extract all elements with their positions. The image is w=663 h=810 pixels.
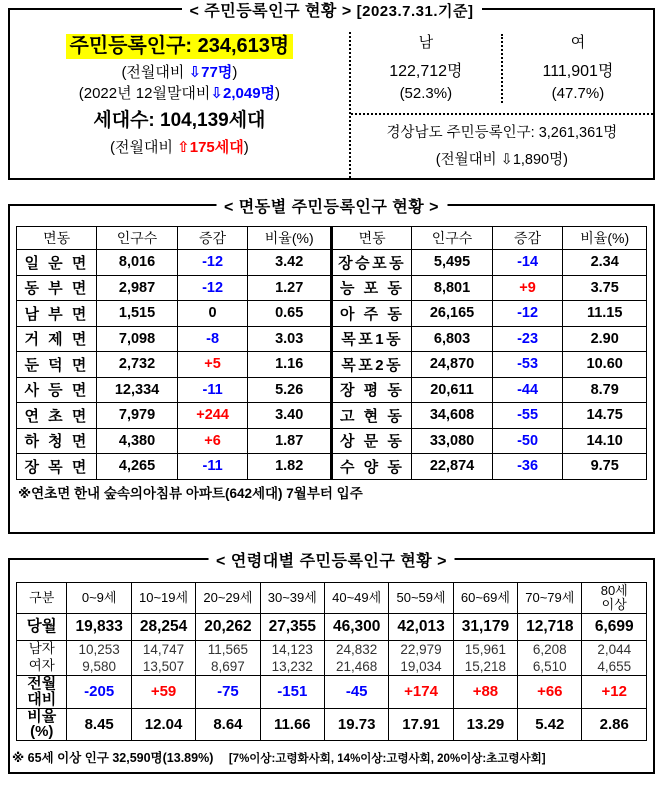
district-ratio-left: 5.26 bbox=[248, 377, 332, 403]
district-change-right: -36 bbox=[492, 454, 563, 480]
prev-month-prefix: (전월대비 bbox=[121, 64, 189, 81]
province-prefix: (전월대비 bbox=[435, 151, 501, 168]
age-female-value: 8,697 bbox=[196, 658, 260, 676]
district-population-left: 8,016 bbox=[97, 250, 177, 276]
district-population-left: 4,265 bbox=[97, 454, 177, 480]
district-population-right: 5,495 bbox=[412, 250, 492, 276]
district-name-left: 남 부 면 bbox=[17, 301, 97, 327]
district-ratio-left: 1.16 bbox=[248, 352, 332, 378]
province-suffix: ) bbox=[563, 151, 568, 168]
header-population-right: 인구수 bbox=[412, 227, 492, 250]
age-row-label-delta-line1: 전월 bbox=[27, 675, 57, 692]
district-name-left: 둔 덕 면 bbox=[17, 352, 97, 378]
district-name-right: 장승포동 bbox=[331, 250, 411, 276]
district-change-right: -14 bbox=[492, 250, 563, 276]
age-male-value: 6,208 bbox=[518, 641, 582, 659]
age-male-value: 10,253 bbox=[67, 641, 131, 659]
age-male-value: 14,747 bbox=[131, 641, 195, 659]
age-delta-value: +88 bbox=[453, 676, 517, 709]
age-delta-value: +12 bbox=[582, 676, 647, 709]
age-row-label-delta bbox=[17, 676, 67, 709]
households-value: 세대수: 104,139세대 bbox=[93, 110, 266, 131]
district-change-right: -50 bbox=[492, 428, 563, 454]
province-prev-month-change bbox=[351, 148, 653, 169]
district-change-left: +5 bbox=[177, 352, 248, 378]
district-change-right: -44 bbox=[492, 377, 563, 403]
male-percent: (52.3%) bbox=[399, 84, 453, 102]
down-arrow-icon: ⇩ bbox=[210, 85, 223, 102]
age-current-value: 46,300 bbox=[324, 614, 388, 641]
age-col-40-49: 40~49세 bbox=[324, 583, 388, 614]
households-suffix: ) bbox=[243, 138, 249, 156]
table-row bbox=[17, 403, 647, 429]
district-population-right: 34,608 bbox=[412, 403, 492, 429]
district-population-right: 22,874 bbox=[412, 454, 492, 480]
age-note-bracket: [7%이상:고령화사회, 14%이상:고령사회, 20%이상:초고령사회] bbox=[228, 753, 546, 765]
district-name-right: 고 현 동 bbox=[331, 403, 411, 429]
age-ratio-value: 2.86 bbox=[582, 708, 647, 741]
age-delta-value: +66 bbox=[518, 676, 582, 709]
district-name-left: 하 청 면 bbox=[17, 428, 97, 454]
age-male-value: 24,832 bbox=[324, 641, 388, 659]
table-row bbox=[17, 352, 647, 378]
header-ratio-right: 비율(%) bbox=[563, 227, 647, 250]
district-name-right: 능 포 동 bbox=[331, 275, 411, 301]
age-male-value: 15,961 bbox=[453, 641, 517, 659]
age-ratio-value: 11.66 bbox=[260, 708, 324, 741]
age-female-value: 9,580 bbox=[67, 658, 131, 676]
age-female-value: 13,507 bbox=[131, 658, 195, 676]
age-delta-value: -75 bbox=[196, 676, 260, 709]
district-name-right: 수 양 동 bbox=[331, 454, 411, 480]
age-current-value: 28,254 bbox=[131, 614, 195, 641]
district-population-left: 7,979 bbox=[97, 403, 177, 429]
age-row-male bbox=[17, 641, 647, 659]
district-ratio-right: 8.79 bbox=[563, 377, 647, 403]
district-ratio-right: 2.34 bbox=[563, 250, 647, 276]
age-ratio-value: 19.73 bbox=[324, 708, 388, 741]
age-col-70-79: 70~79세 bbox=[518, 583, 582, 614]
table-row bbox=[17, 250, 647, 276]
table-row bbox=[17, 301, 647, 327]
district-ratio-left: 1.82 bbox=[248, 454, 332, 480]
households-prev-month-change bbox=[110, 136, 249, 157]
district-population-left: 2,987 bbox=[97, 275, 177, 301]
district-ratio-right: 3.75 bbox=[563, 275, 647, 301]
district-population-left: 4,380 bbox=[97, 428, 177, 454]
district-population-panel bbox=[8, 199, 655, 534]
population-year-end-change bbox=[79, 85, 280, 103]
header-ratio-left: 비율(%) bbox=[248, 227, 332, 250]
age-female-value: 13,232 bbox=[260, 658, 324, 676]
province-population bbox=[351, 113, 653, 169]
male-value: 122,712명 bbox=[389, 62, 463, 80]
header-district-left: 면동 bbox=[17, 227, 97, 250]
table-row bbox=[17, 428, 647, 454]
age-col-10-19: 10~19세 bbox=[131, 583, 195, 614]
district-change-left: -12 bbox=[177, 250, 248, 276]
male-cell bbox=[351, 34, 501, 103]
age-row-label-ratio bbox=[17, 708, 67, 741]
gender-breakdown bbox=[351, 34, 653, 103]
header-change-right: 증감 bbox=[492, 227, 563, 250]
age-current-value: 19,833 bbox=[67, 614, 131, 641]
summary-panel-title bbox=[182, 0, 482, 21]
households-prefix: (전월대비 bbox=[110, 138, 178, 156]
summary-panel bbox=[8, 3, 655, 180]
female-value: 111,901명 bbox=[542, 62, 614, 80]
age-male-value: 11,565 bbox=[196, 641, 260, 659]
age-ratio-value: 12.04 bbox=[131, 708, 195, 741]
district-change-left: +244 bbox=[177, 403, 248, 429]
age-ratio-value: 8.45 bbox=[67, 708, 131, 741]
district-change-right: -12 bbox=[492, 301, 563, 327]
prev-month-value: 77명 bbox=[201, 64, 233, 81]
age-panel-title: < 연령대별 주민등록인구 현황 > bbox=[208, 548, 455, 571]
year-end-suffix: ) bbox=[275, 85, 281, 102]
district-change-left: 0 bbox=[177, 301, 248, 327]
district-change-left: +6 bbox=[177, 428, 248, 454]
age-col-80-plus bbox=[582, 583, 647, 614]
district-ratio-right: 10.60 bbox=[563, 352, 647, 378]
district-ratio-left: 3.03 bbox=[248, 326, 332, 352]
district-population-right: 26,165 bbox=[412, 301, 492, 327]
district-population-right: 24,870 bbox=[412, 352, 492, 378]
district-change-left: -12 bbox=[177, 275, 248, 301]
district-ratio-right: 11.15 bbox=[563, 301, 647, 327]
age-corner-label: 구분 bbox=[17, 583, 67, 614]
district-name-right: 장 평 동 bbox=[331, 377, 411, 403]
female-cell bbox=[501, 34, 653, 103]
district-name-left: 연 초 면 bbox=[17, 403, 97, 429]
age-ratio-value: 8.64 bbox=[196, 708, 260, 741]
district-change-left: -11 bbox=[177, 454, 248, 480]
age-female-value: 15,218 bbox=[453, 658, 517, 676]
summary-title-text: < 주민등록인구 현황 > bbox=[189, 3, 352, 20]
age-delta-value: -45 bbox=[324, 676, 388, 709]
district-population-right: 20,611 bbox=[412, 377, 492, 403]
district-name-left: 거 제 면 bbox=[17, 326, 97, 352]
age-note-main: ※ 65세 이상 인구 32,590명(13.89%) bbox=[12, 751, 214, 765]
age-female-value: 4,655 bbox=[582, 658, 647, 676]
district-population-right: 8,801 bbox=[412, 275, 492, 301]
district-ratio-right: 14.10 bbox=[563, 428, 647, 454]
district-population-left: 12,334 bbox=[97, 377, 177, 403]
district-ratio-right: 14.75 bbox=[563, 403, 647, 429]
district-ratio-left: 3.40 bbox=[248, 403, 332, 429]
age-col-50-59: 50~59세 bbox=[389, 583, 453, 614]
district-panel-title: < 면동별 주민등록인구 현황 > bbox=[216, 194, 447, 217]
district-name-right: 목포1동 bbox=[331, 326, 411, 352]
district-population-left: 2,732 bbox=[97, 352, 177, 378]
up-arrow-icon: ⇧ bbox=[177, 138, 190, 156]
year-end-prefix: (2022년 12월말대비 bbox=[78, 85, 211, 102]
district-name-left: 일 운 면 bbox=[17, 250, 97, 276]
district-name-left: 장 목 면 bbox=[17, 454, 97, 480]
district-change-left: -8 bbox=[177, 326, 248, 352]
header-change-left: 증감 bbox=[177, 227, 248, 250]
age-col-20-29: 20~29세 bbox=[196, 583, 260, 614]
age-group-population-table bbox=[16, 582, 647, 741]
female-label: 여 bbox=[570, 34, 586, 51]
district-population-table bbox=[16, 226, 647, 480]
age-row-label-current: 당월 bbox=[17, 614, 67, 641]
population-prev-month-change bbox=[121, 64, 237, 82]
district-name-right: 아 주 동 bbox=[331, 301, 411, 327]
district-ratio-left: 1.27 bbox=[248, 275, 332, 301]
down-arrow-icon: ⇩ bbox=[500, 151, 513, 168]
district-ratio-left: 0.65 bbox=[248, 301, 332, 327]
age-male-value: 22,979 bbox=[389, 641, 453, 659]
age-col-80-plus-line1: 80세 bbox=[600, 583, 628, 599]
summary-left-column bbox=[10, 32, 351, 178]
district-name-right: 상 문 동 bbox=[331, 428, 411, 454]
province-population-value: 경상남도 주민등록인구: 3,261,361명 bbox=[386, 124, 618, 141]
age-row-label-ratio-line2: (%) bbox=[30, 723, 54, 741]
age-table-note bbox=[10, 748, 653, 766]
age-male-value: 2,044 bbox=[582, 641, 647, 659]
table-header-row bbox=[17, 227, 647, 250]
district-ratio-right: 2.90 bbox=[563, 326, 647, 352]
age-row-label-female: 여자 bbox=[17, 658, 67, 676]
age-delta-value: +59 bbox=[131, 676, 195, 709]
households-change-value: 175세대 bbox=[189, 138, 244, 156]
district-ratio-left: 3.42 bbox=[248, 250, 332, 276]
age-row-label-ratio-line1: 비율 bbox=[27, 707, 57, 725]
age-current-value: 42,013 bbox=[389, 614, 453, 641]
age-ratio-value: 5.42 bbox=[518, 708, 582, 741]
age-ratio-value: 17.91 bbox=[389, 708, 453, 741]
age-female-value: 21,468 bbox=[324, 658, 388, 676]
age-col-0-9: 0~9세 bbox=[67, 583, 131, 614]
table-row bbox=[17, 326, 647, 352]
district-name-right: 목포2동 bbox=[331, 352, 411, 378]
table-row bbox=[17, 454, 647, 480]
age-current-value: 31,179 bbox=[453, 614, 517, 641]
male-label: 남 bbox=[418, 34, 434, 51]
age-col-30-39: 30~39세 bbox=[260, 583, 324, 614]
district-change-right: -53 bbox=[492, 352, 563, 378]
header-district-right: 면동 bbox=[331, 227, 411, 250]
age-ratio-value: 13.29 bbox=[453, 708, 517, 741]
age-current-value: 12,718 bbox=[518, 614, 582, 641]
age-row-label-delta-line2: 대비 bbox=[27, 690, 57, 708]
header-population-left: 인구수 bbox=[97, 227, 177, 250]
district-name-left: 사 등 면 bbox=[17, 377, 97, 403]
district-population-left: 7,098 bbox=[97, 326, 177, 352]
summary-date-note: [2023.7.31.기준] bbox=[356, 3, 474, 20]
age-delta-value: +174 bbox=[389, 676, 453, 709]
age-male-value: 14,123 bbox=[260, 641, 324, 659]
district-change-right: -23 bbox=[492, 326, 563, 352]
district-change-right: +9 bbox=[492, 275, 563, 301]
down-arrow-icon: ⇩ bbox=[188, 64, 202, 81]
age-delta-value: -151 bbox=[260, 676, 324, 709]
age-col-60-69: 60~69세 bbox=[453, 583, 517, 614]
age-female-value: 6,510 bbox=[518, 658, 582, 676]
district-ratio-right: 9.75 bbox=[563, 454, 647, 480]
female-percent: (47.7%) bbox=[551, 84, 605, 102]
prev-month-suffix: ) bbox=[232, 64, 238, 81]
age-row-delta bbox=[17, 676, 647, 709]
age-current-value: 6,699 bbox=[582, 614, 647, 641]
age-female-value: 19,034 bbox=[389, 658, 453, 676]
age-current-value: 20,262 bbox=[196, 614, 260, 641]
table-row bbox=[17, 275, 647, 301]
district-population-left: 1,515 bbox=[97, 301, 177, 327]
district-table-note: ※연초면 한내 숲속의아침뷰 아파트(642세대) 7월부터 입주 bbox=[18, 485, 363, 501]
age-header-row bbox=[17, 583, 647, 614]
age-current-value: 27,355 bbox=[260, 614, 324, 641]
district-population-right: 33,080 bbox=[412, 428, 492, 454]
age-row-label-male: 남자 bbox=[17, 641, 67, 659]
age-group-population-panel bbox=[8, 553, 655, 774]
table-row bbox=[17, 377, 647, 403]
district-ratio-left: 1.87 bbox=[248, 428, 332, 454]
age-delta-value: -205 bbox=[67, 676, 131, 709]
district-population-right: 6,803 bbox=[412, 326, 492, 352]
province-change-value: 1,890명 bbox=[512, 151, 564, 168]
district-change-left: -11 bbox=[177, 377, 248, 403]
age-row-ratio bbox=[17, 708, 647, 741]
summary-right-column bbox=[351, 32, 653, 178]
district-change-right: -55 bbox=[492, 403, 563, 429]
total-population-value: 주민등록인구: 234,613명 bbox=[66, 34, 294, 59]
age-col-80-plus-line2: 이상 bbox=[601, 597, 627, 612]
year-end-value: 2,049명 bbox=[223, 85, 276, 102]
age-row-female bbox=[17, 658, 647, 676]
district-name-left: 동 부 면 bbox=[17, 275, 97, 301]
age-row-current bbox=[17, 614, 647, 641]
